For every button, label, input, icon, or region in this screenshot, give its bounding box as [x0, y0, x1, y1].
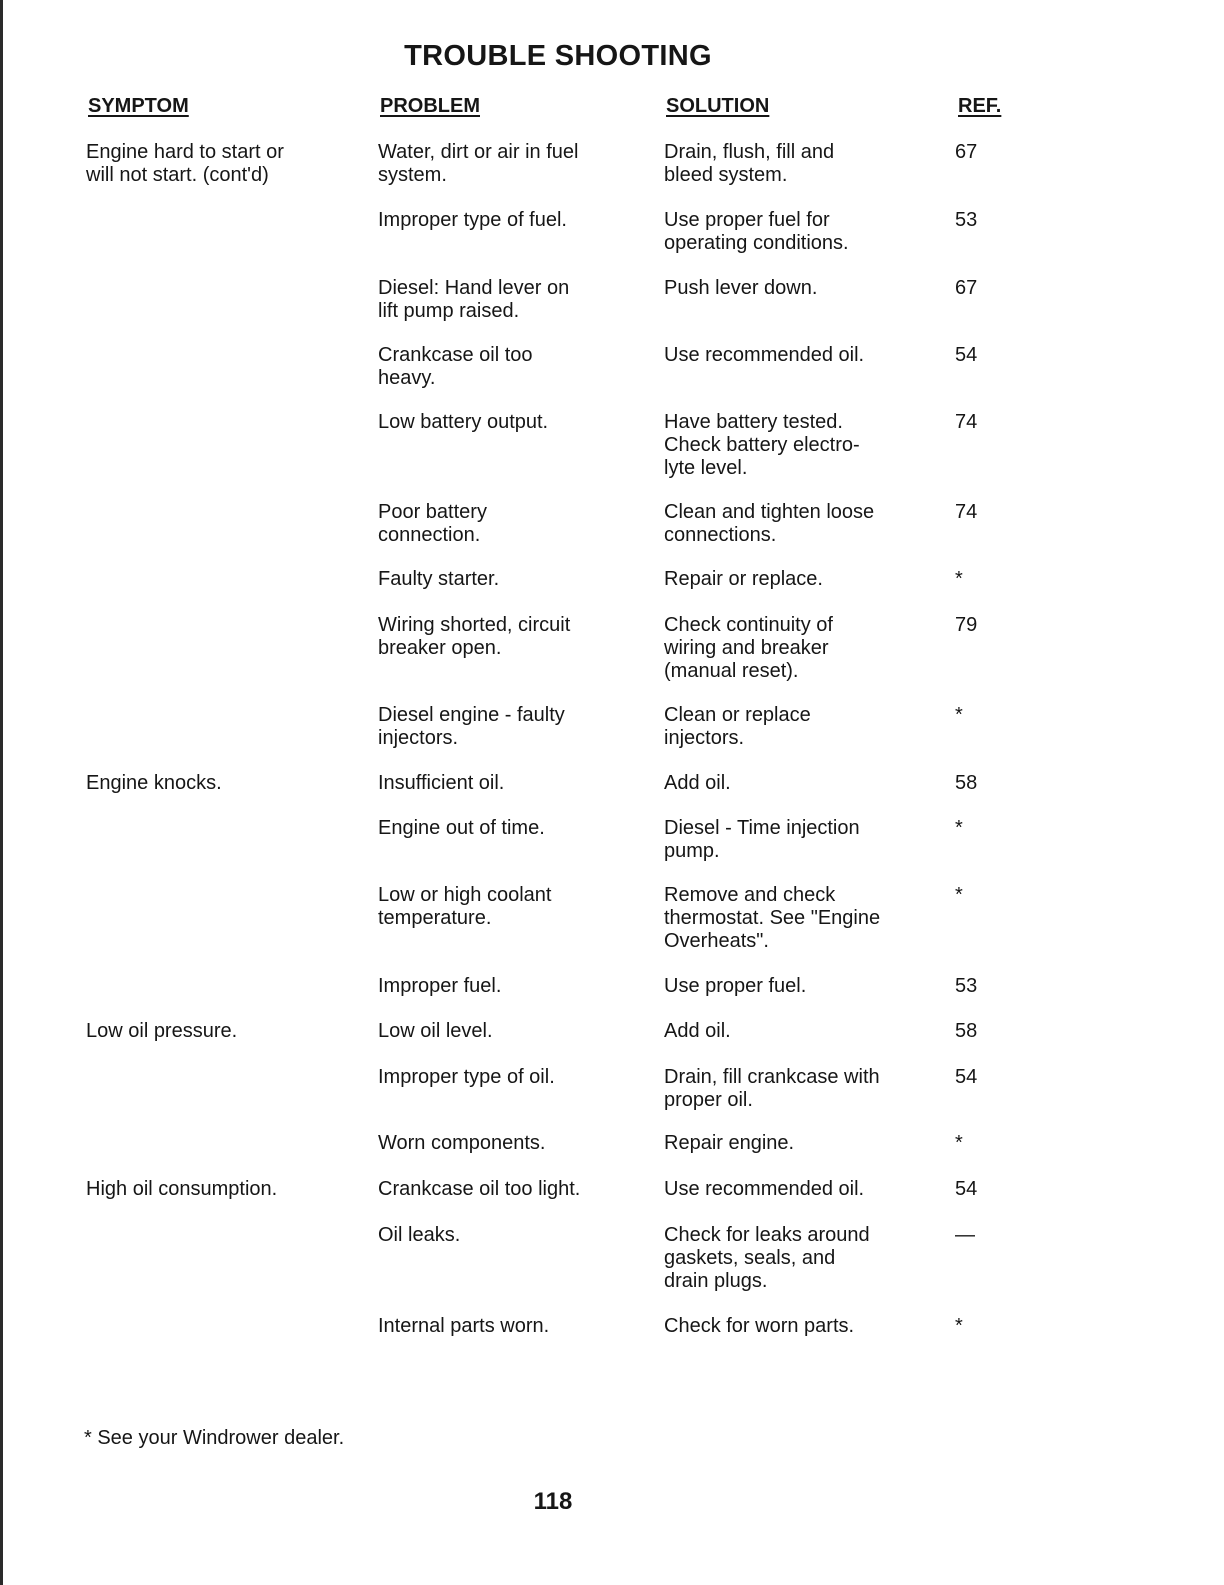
problem-cell: Low or high coolant temperature.	[378, 884, 552, 929]
symptom-cell: High oil consumption.	[86, 1178, 278, 1200]
ref-cell: —	[955, 1224, 975, 1246]
problem-cell: Wiring shorted, circuit breaker open.	[378, 614, 571, 659]
ref-cell: 58	[955, 772, 978, 794]
solution-cell: Clean or replace injectors.	[664, 704, 811, 749]
ref-cell: 54	[955, 1066, 978, 1088]
problem-cell: Worn components.	[378, 1132, 546, 1154]
page-edge	[0, 0, 3, 1585]
problem-cell: Improper type of fuel.	[378, 209, 567, 231]
ref-cell: 58	[955, 1020, 978, 1042]
symptom-cell: Engine hard to start or will not start. (cont'd)	[86, 141, 284, 186]
problem-cell: Poor battery connection.	[378, 501, 487, 546]
ref-cell: 54	[955, 344, 978, 366]
ref-cell: *	[955, 1132, 963, 1154]
problem-cell: Diesel engine - faulty injectors.	[378, 704, 565, 749]
solution-cell: Clean and tighten loose connections.	[664, 501, 875, 546]
solution-cell: Add oil.	[664, 772, 731, 794]
solution-cell: Use proper fuel for operating conditions.	[664, 209, 849, 254]
ref-cell: *	[955, 1315, 963, 1337]
problem-cell: Crankcase oil too light.	[378, 1178, 581, 1200]
solution-cell: Remove and check thermostat. See "Engine Overheats".	[664, 884, 881, 952]
problem-cell: Low oil level.	[378, 1020, 493, 1042]
problem-cell: Diesel: Hand lever on lift pump raised.	[378, 277, 570, 322]
problem-cell: Oil leaks.	[378, 1224, 461, 1246]
solution-cell: Diesel - Time injection pump.	[664, 817, 860, 862]
header-symptom: SYMPTOM	[88, 95, 189, 117]
ref-cell: 67	[955, 141, 978, 163]
solution-cell: Check continuity of wiring and breaker (manual reset).	[664, 614, 833, 682]
ref-cell: 53	[955, 975, 978, 997]
page-title: TROUBLE SHOOTING	[404, 40, 712, 72]
symptom-cell: Engine knocks.	[86, 772, 222, 794]
solution-cell: Use proper fuel.	[664, 975, 807, 997]
problem-cell: Internal parts worn.	[378, 1315, 550, 1337]
problem-cell: Improper fuel.	[378, 975, 502, 997]
solution-cell: Use recommended oil.	[664, 344, 865, 366]
problem-cell: Insufficient oil.	[378, 772, 505, 794]
page-number: 118	[533, 1488, 573, 1515]
ref-cell: *	[955, 817, 963, 839]
problem-cell: Engine out of time.	[378, 817, 545, 839]
problem-cell: Low battery output.	[378, 411, 549, 433]
solution-cell: Push lever down.	[664, 277, 818, 299]
solution-cell: Drain, fill crankcase with proper oil.	[664, 1066, 880, 1111]
header-solution: SOLUTION	[666, 95, 770, 117]
problem-cell: Crankcase oil too heavy.	[378, 344, 533, 389]
solution-cell: Have battery tested. Check battery electro- lyte level.	[664, 411, 860, 479]
problem-cell: Water, dirt or air in fuel system.	[378, 141, 579, 186]
solution-cell: Repair engine.	[664, 1132, 795, 1154]
ref-cell: 74	[955, 411, 978, 433]
solution-cell: Add oil.	[664, 1020, 731, 1042]
ref-cell: *	[955, 704, 963, 726]
problem-cell: Improper type of oil.	[378, 1066, 555, 1088]
ref-cell: 67	[955, 277, 978, 299]
ref-cell: *	[955, 568, 963, 590]
problem-cell: Faulty starter.	[378, 568, 500, 590]
solution-cell: Use recommended oil.	[664, 1178, 865, 1200]
ref-cell: 53	[955, 209, 978, 231]
header-ref: REF.	[958, 95, 1002, 117]
ref-cell: *	[955, 884, 963, 906]
solution-cell: Drain, flush, fill and bleed system.	[664, 141, 835, 186]
footnote: * See your Windrower dealer.	[84, 1427, 345, 1449]
ref-cell: 74	[955, 501, 978, 523]
solution-cell: Check for worn parts.	[664, 1315, 855, 1337]
ref-cell: 54	[955, 1178, 978, 1200]
ref-cell: 79	[955, 614, 978, 636]
header-problem: PROBLEM	[380, 95, 480, 117]
solution-cell: Repair or replace.	[664, 568, 823, 590]
symptom-cell: Low oil pressure.	[86, 1020, 238, 1042]
solution-cell: Check for leaks around gaskets, seals, and drain plugs.	[664, 1224, 870, 1292]
column-headers	[0, 95, 1224, 125]
